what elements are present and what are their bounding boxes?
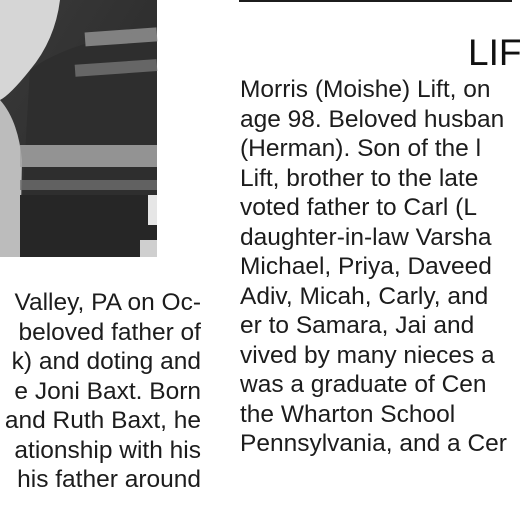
text-line: Lift, brother to the late [240, 164, 479, 192]
text-line: Michael, Priya, Daveed [240, 253, 492, 280]
text-line: k) and doting and [11, 348, 201, 375]
text-line: age 98. Beloved husban [240, 105, 505, 133]
text-line: vived by many nieces a [240, 341, 495, 369]
column-rule [239, 0, 512, 2]
text-line: beloved father of [18, 318, 201, 346]
text-line: (Herman). Son of the l [240, 135, 482, 162]
text-line: the Wharton School [240, 400, 456, 428]
right-column-text [240, 75, 507, 459]
text-line: his father around [17, 466, 201, 493]
text-line: and Ruth Baxt, he [4, 407, 201, 434]
text-line: Adiv, Micah, Carly, and [240, 282, 489, 310]
text-line: Valley, PA on Oc- [14, 289, 201, 316]
left-column-text [0, 288, 201, 495]
portrait-photo [0, 0, 157, 257]
text-line: was a graduate of Cen [240, 371, 487, 398]
text-line: voted father to Carl (L [240, 194, 477, 221]
text-line: daughter-in-law Varsha [240, 223, 492, 251]
text-line: e Joni Baxt. Born [14, 377, 201, 405]
text-line: er to Samara, Jai and [240, 312, 475, 339]
obituary-heading: LIF [468, 32, 521, 73]
text-line: Pennsylvania, and a Cer [240, 430, 507, 457]
text-line: ationship with his [14, 436, 201, 464]
text-line: Morris (Moishe) Lift, on [240, 76, 491, 103]
